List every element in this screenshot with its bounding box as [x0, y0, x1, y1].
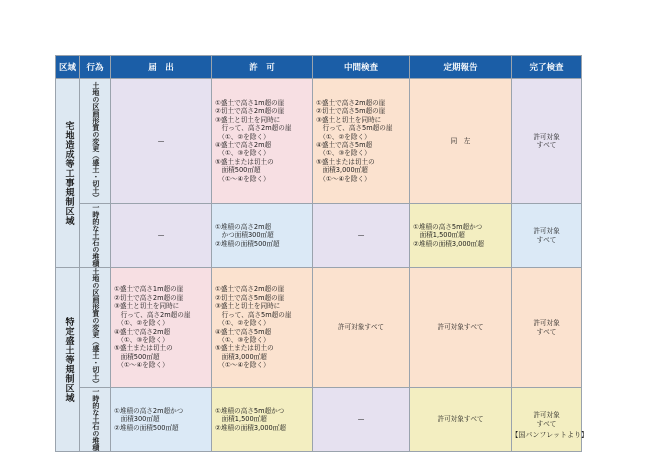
header-zone: 区域: [56, 56, 80, 79]
periodic-stockpile-cell: [410, 204, 512, 268]
cell-line: 面積1,500㎡超: [215, 415, 267, 424]
cell-line: ②堆積の面積500㎡超: [215, 239, 280, 248]
cell-line: （①〜④を除く）: [215, 174, 270, 183]
cell-line: ①堆積の高さ2m超かつ: [114, 406, 184, 415]
cell-line: 行って、高さ5m超の崖: [316, 124, 393, 133]
completion-cell: [512, 79, 582, 204]
cell-line: ①堆積の高さ2m超: [215, 222, 272, 231]
cell-line: （①、②を除く）: [114, 319, 169, 328]
zone-cell-specified: [56, 268, 80, 452]
table-row: [56, 204, 582, 268]
cell-line: （①、③を除く）: [114, 335, 169, 344]
permit-landform-cell: [212, 268, 313, 388]
cell-line: ①堆積の高さ5m超かつ: [215, 406, 285, 415]
header-notification: 届 出: [111, 56, 212, 79]
notification-stockpile-cell: [111, 388, 212, 452]
cell-line: 面積3,000㎡超: [215, 352, 267, 361]
action-cell-landform: [80, 79, 111, 204]
cell-line: （①、③を除く）: [215, 335, 270, 344]
notification-cell: —: [111, 204, 212, 268]
cell-line: 許可対象: [533, 319, 560, 328]
source-note: 【国パンフレットより】: [511, 431, 588, 439]
cell-line: 許可対象: [533, 227, 560, 236]
cell-line: ⑤盛土または切土の: [114, 344, 173, 353]
zone-cell-residential: [56, 79, 80, 268]
completion-cell: [512, 268, 582, 388]
cell-line: （①、③を除く）: [316, 149, 371, 158]
header-permission: 許 可: [212, 56, 313, 79]
action-cell-landform: [80, 268, 111, 388]
cell-line: ②切土で高さ5m超の崖: [215, 293, 285, 302]
cell-line: （①、②を除く）: [215, 132, 270, 141]
cell-line: 許可対象: [533, 132, 560, 141]
permit-stockpile-cell: [212, 388, 313, 452]
cell-line: ⑤盛土または切土の: [215, 157, 274, 166]
cell-line: ⑤盛土または切土の: [215, 344, 274, 353]
cell-line: 面積500㎡超: [114, 352, 160, 361]
cell-line: ④盛土で高さ5m超: [215, 327, 272, 336]
cell-line: ②堆積の面積3,000㎡超: [215, 423, 286, 432]
notification-cell: —: [111, 79, 212, 204]
cell-line: （①〜④を除く）: [316, 174, 371, 183]
periodic-cell: 許可対象すべて: [410, 388, 512, 452]
cell-line: ③盛土と切土を同時に: [316, 115, 382, 124]
cell-line: ③盛土と切土を同時に: [215, 302, 281, 311]
cell-line: ②堆積の面積3,000㎡超: [413, 239, 484, 248]
table-row: [56, 388, 582, 452]
permit-stockpile-cell: [212, 204, 313, 268]
action-label-landform: 土地の区画形質の変更（盛土・切土）: [91, 268, 100, 387]
cell-line: 面積3,000㎡超: [316, 166, 368, 175]
action-label-stockpile: 一時的な土石の堆積: [91, 204, 100, 267]
header-completion-inspection: 完了検査: [512, 56, 582, 79]
cell-line: すべて: [536, 141, 557, 149]
permit-landform-cell: [212, 79, 313, 204]
cell-line: （①〜④を除く）: [114, 361, 169, 370]
zone-label-specified: 特定盛土等規制区域: [63, 316, 74, 403]
cell-line: ①盛土で高さ2m超の崖: [316, 98, 386, 107]
action-cell-stockpile: [80, 388, 111, 452]
interim-cell: 許可対象すべて: [313, 268, 410, 388]
zone-label-residential: 宅地造成等工事規制区域: [63, 120, 74, 226]
header-interim-inspection: 中間検査: [313, 56, 410, 79]
cell-line: すべて: [536, 327, 557, 336]
notification-landform-cell: [111, 268, 212, 388]
cell-line: ④盛土で高さ2m超: [114, 327, 171, 336]
cell-line: 面積300㎡超: [114, 415, 160, 424]
cell-line: かつ面積300㎡超: [215, 231, 274, 240]
periodic-cell: 許可対象すべて: [410, 268, 512, 388]
action-label-stockpile: 一時的な土石の堆積: [91, 388, 100, 451]
cell-line: ②切土で高さ2m超の崖: [215, 107, 285, 116]
cell-line: ①盛土で高さ2m超の崖: [215, 285, 285, 294]
table-row: [56, 268, 582, 388]
cell-line: 面積500㎡超: [215, 166, 261, 175]
cell-line: 行って、高さ2m超の崖: [114, 310, 191, 319]
cell-line: 行って、高さ2m超の崖: [215, 124, 292, 133]
header-action: 行為: [80, 56, 111, 79]
cell-line: （①〜④を除く）: [215, 361, 270, 370]
header-row: [56, 56, 582, 79]
action-cell-stockpile: [80, 204, 111, 268]
cell-line: ②切土で高さ5m超の崖: [316, 107, 386, 116]
cell-line: ①盛土で高さ1m超の崖: [114, 285, 184, 294]
cell-line: ②堆積の面積500㎡超: [114, 423, 179, 432]
cell-line: ①堆積の高さ5m超かつ: [413, 222, 483, 231]
cell-line: ③盛土と切土を同時に: [215, 115, 281, 124]
table-row: [56, 79, 582, 204]
interim-cell: —: [313, 204, 410, 268]
interim-landform-cell: [313, 79, 410, 204]
cell-line: すべて: [536, 419, 557, 428]
cell-line: （①、②を除く）: [316, 132, 371, 141]
cell-line: ⑤盛土または切土の: [316, 157, 375, 166]
cell-line: 行って、高さ5m超の崖: [215, 310, 292, 319]
cell-line: すべて: [536, 235, 557, 244]
cell-line: ②切土で高さ2m超の崖: [114, 293, 184, 302]
regulation-table: [55, 55, 582, 452]
completion-cell: [512, 388, 582, 452]
cell-line: 面積1,500㎡超: [413, 231, 465, 240]
cell-line: ④盛土で高さ2m超: [215, 141, 272, 149]
cell-line: （①、③を除く）: [215, 149, 270, 158]
periodic-cell: 同 左: [410, 79, 512, 204]
completion-cell: [512, 204, 582, 268]
cell-line: 許可対象: [533, 411, 560, 420]
cell-line: （①、②を除く）: [215, 319, 270, 328]
cell-line: ①盛土で高さ1m超の崖: [215, 98, 285, 107]
cell-line: ③盛土と切土を同時に: [114, 302, 180, 311]
interim-cell: —: [313, 388, 410, 452]
action-label-landform: 土地の区画形質の変更（盛土・切土）: [91, 81, 100, 201]
header-periodic-report: 定期報告: [410, 56, 512, 79]
cell-line: ④盛土で高さ5m超: [316, 141, 373, 149]
